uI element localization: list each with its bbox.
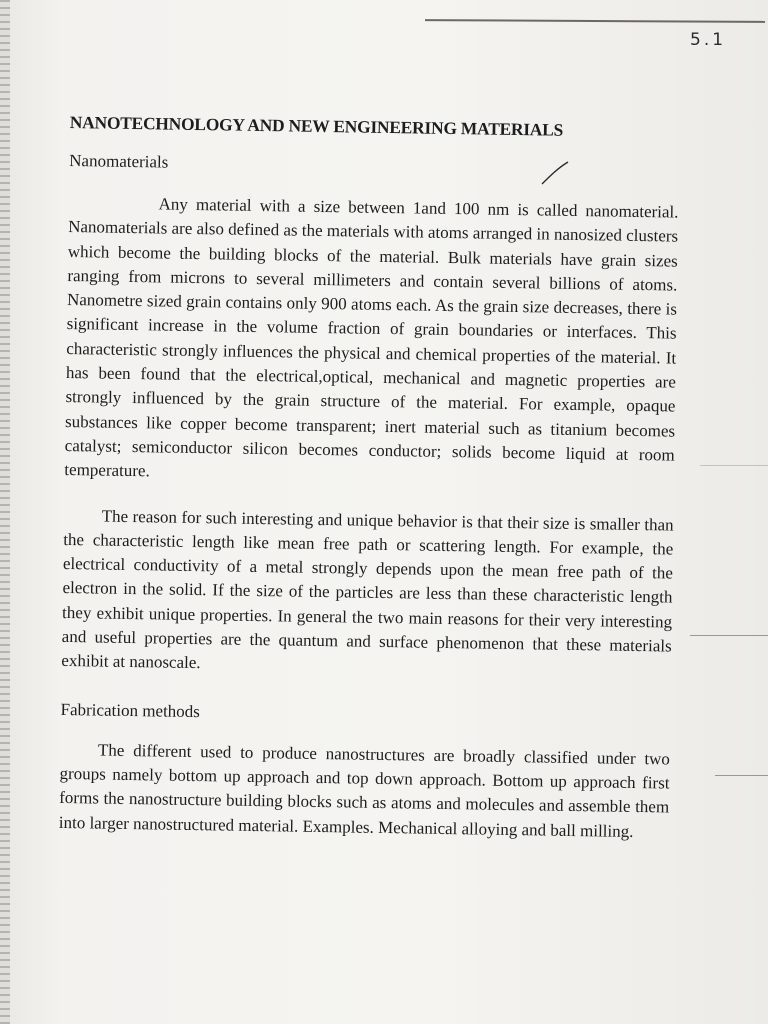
section-heading-fabrication-methods: Fabrication methods: [60, 699, 201, 721]
top-rule: [425, 19, 765, 23]
paragraph: The different used to produce nanostructures are broadly classified under two groups namely bottom up approach and top down approach. Bottom up approach first forms the nanostructure building blocks such as atoms and molecules and assemble them into larger nanostructured material. Examples. Mechanical alloying and ball milling.: [58, 740, 671, 841]
section-heading-nanomaterials: Nanomaterials: [69, 150, 169, 172]
document-body: [59, 112, 680, 844]
document-title: NANOTECHNOLOGY AND NEW ENGINEERING MATERIALS: [69, 112, 564, 140]
paragraph: Any material with a size between 1and 100 nm is called nanomaterial. Nanomaterials are also defined as the materials with atoms arranged in nanosized clusters which become the building blocks of the material. Bulk materials have grain sizes ranging from microns to several millimeters and contain several billions of atoms. Nanometre sized grain contains only 900 atoms each. As the grain size decreases, there is significant increase in the volume fraction of grain boundaries or interfaces. This characteristic strongly influences the physical and chemical properties of the material. It has been found that the electrical,optical, mechanical and magnetic properties are strongly influenced by the grain structure of the material. For example, opaque substances like copper become transparent; inert material such as titanium becomes catalyst; semiconductor silicon becomes conductor; solids become liquid at room temperature.: [64, 194, 679, 481]
margin-mark: [690, 635, 768, 636]
binding-edge: [0, 0, 10, 1024]
page-number: 5.1: [690, 30, 727, 50]
margin-mark: [700, 465, 768, 466]
paragraph: The reason for such interesting and unique behavior is that their size is smaller than the characteristic length like mean free path or scattering length. For example, the electrical conductivity of a metal strongly depends upon the mean free path of the electron in the solid. If the size of the particles are less than these characteristic length they exhibit unique properties. In general the two main reasons for their very interesting and useful properties are the quantum and surface phenomenon that these materials exhibit at nanoscale.: [61, 506, 674, 673]
margin-mark: [715, 775, 768, 776]
